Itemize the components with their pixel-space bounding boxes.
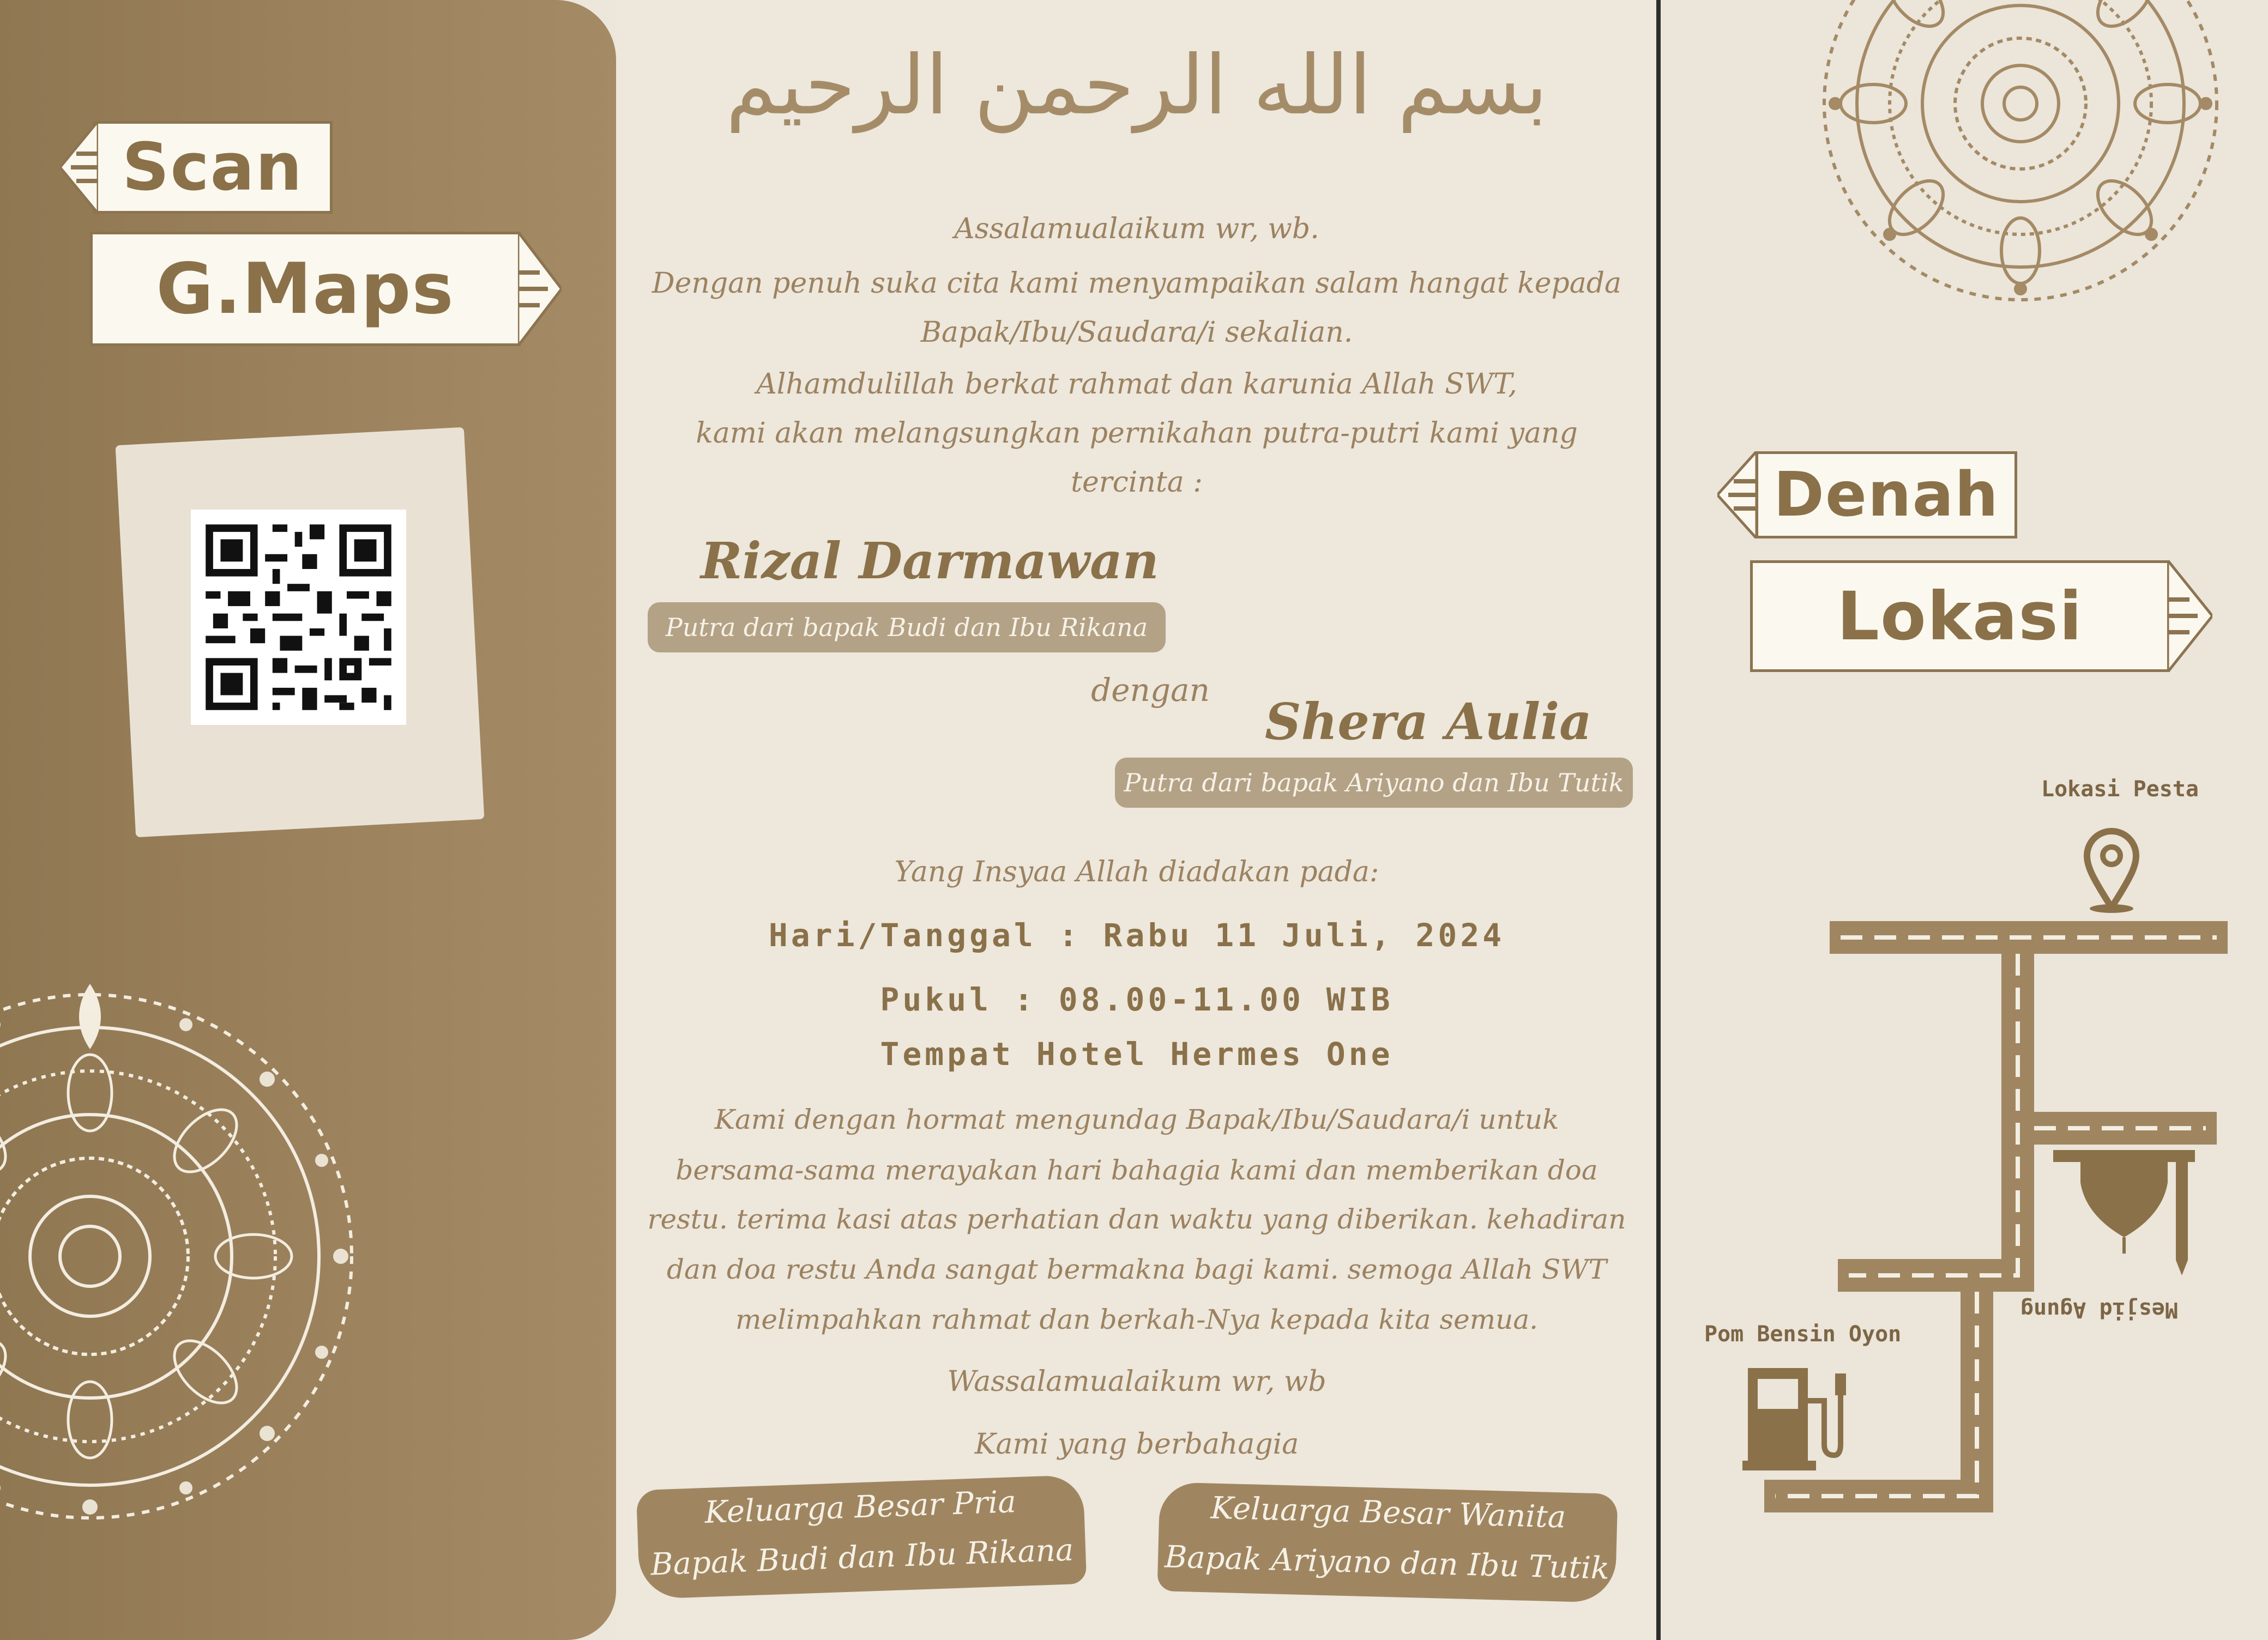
event-time: Pukul : 08.00-11.00 WIB	[880, 981, 1394, 1018]
family-groom-block	[636, 1475, 1087, 1599]
family-groom-title: Keluarga Besar Pria	[704, 1484, 1017, 1530]
bride-parents-text: Putra dari bapak Ariyano dan Ibu Tutik	[1124, 768, 1624, 797]
lokasi-sign-label: Lokasi	[1837, 577, 2083, 655]
scan-sign-label: Scan	[122, 129, 303, 205]
event-date: Hari/Tanggal : Rabu 11 Juli, 2024	[768, 917, 1505, 954]
event-intro: Yang Insyaa Allah diadakan pada:	[894, 856, 1379, 888]
groom-parents-text: Putra dari bapak Budi dan Ibu Rikana	[665, 613, 1148, 642]
mandala-ornament-right	[1813, 0, 2228, 311]
gmaps-sign-arrow-icon	[518, 232, 562, 346]
location-panel	[1661, 0, 2268, 1640]
mosque-label: Mesjid Agung	[2020, 1297, 2178, 1322]
closing-line-2: bersama-sama merayakan hari bahagia kami dan memberikan doa	[675, 1154, 1598, 1186]
family-bride-names: Bapak Ariyano dan Ibu Tutik	[1164, 1539, 1610, 1587]
intro-line-4: kami akan melangsungkan pernikahan putra-putri kami yang	[696, 417, 1578, 450]
closing-line-3: restu. terima kasi atas perhatian dan waktu yang diberikan. kehadiran	[647, 1203, 1626, 1235]
bride-name: Shera Aulia	[1265, 692, 1592, 751]
intro-line-1: Dengan penuh suka cita kami menyampaikan salam hangat kepada	[652, 267, 1622, 300]
gmaps-sign	[90, 232, 521, 346]
denah-sign-arrow-icon	[1717, 451, 1757, 538]
location-pin-icon	[2082, 826, 2142, 913]
scan-sign-arrow-icon	[60, 121, 98, 214]
qr-code-icon	[191, 510, 406, 725]
intro-line-3: Alhamdulillah berkat rahmat dan karunia Allah SWT,	[756, 368, 1517, 401]
right-divider	[1656, 0, 1661, 1640]
farewell: Wassalamualaikum wr, wb	[947, 1365, 1326, 1398]
denah-sign	[1756, 451, 2017, 538]
lokasi-sign-arrow-icon	[2168, 560, 2212, 672]
venue-label: Lokasi Pesta	[2041, 777, 2199, 802]
mosque-icon	[2053, 1145, 2195, 1286]
family-groom-names: Bapak Budi dan Ibu Rikana	[650, 1532, 1075, 1583]
bismillah-calligraphy: بسم الله الرحمن الرحيم	[726, 38, 1548, 133]
bride-parents-badge	[1115, 758, 1633, 808]
event-place: Tempat Hotel Hermes One	[880, 1036, 1394, 1073]
denah-sign-label: Denah	[1774, 459, 1999, 530]
groom-name: Rizal Darmawan	[701, 531, 1159, 590]
gmaps-sign-label: G.Maps	[156, 248, 455, 330]
closing-line-1: Kami dengan hormat mengundag Bapak/Ibu/Saudara/i untuk	[714, 1104, 1559, 1135]
conjunction: dengan	[1091, 671, 1210, 709]
closing-line-4: dan doa restu Anda sangat bermakna bagi kami. semoga Allah SWT	[667, 1254, 1607, 1285]
intro-line-5: tercinta :	[1071, 466, 1203, 499]
gas-station-label: Pom Bensin Oyon	[1704, 1322, 1902, 1347]
groom-parents-badge	[648, 602, 1166, 652]
mandala-ornament-left	[0, 981, 365, 1532]
family-bride-title: Keluarga Besar Wanita	[1210, 1490, 1566, 1535]
gas-station-icon	[1742, 1363, 1846, 1472]
left-panel	[0, 0, 616, 1640]
lokasi-sign	[1750, 560, 2170, 672]
greeting: Assalamualaikum wr, wb.	[954, 213, 1319, 245]
gmaps-qr-code[interactable]	[191, 510, 406, 725]
scan-sign	[93, 121, 333, 214]
family-bride-block	[1157, 1482, 1618, 1603]
closing-line-5: melimpahkan rahmat dan berkah-Nya kepada kita semua.	[735, 1304, 1539, 1335]
signoff: Kami yang berbahagia	[974, 1428, 1299, 1461]
intro-line-2: Bapak/Ibu/Saudara/i sekalian.	[920, 316, 1353, 349]
